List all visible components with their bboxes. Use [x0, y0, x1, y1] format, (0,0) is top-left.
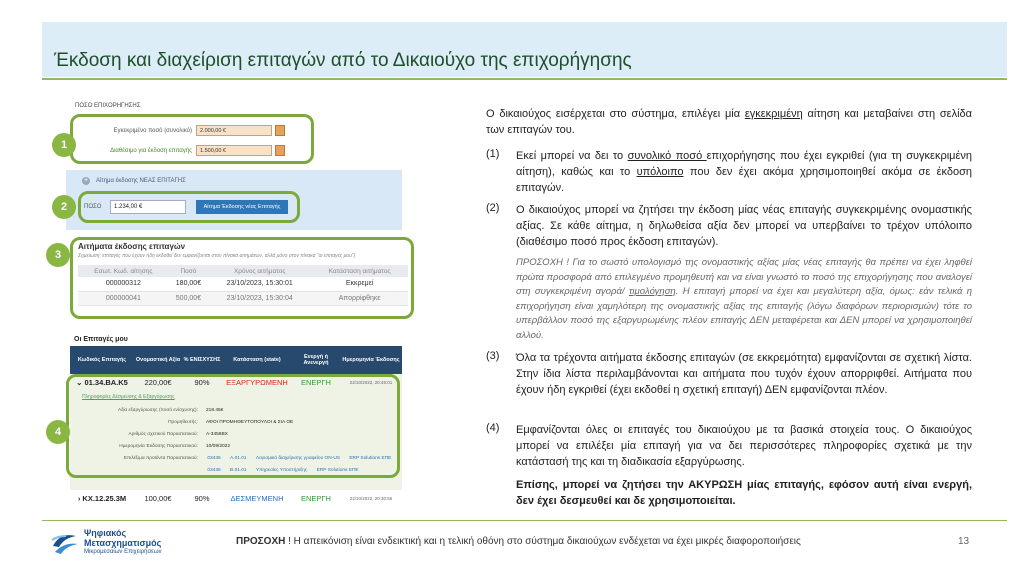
col-active: Ενεργή ή Ανενεργή [303, 353, 329, 366]
intro-text: Ο δικαιούχος εισέρχεται στο σύστημα, επιλέγει μία [486, 108, 745, 120]
footer-warning-text: ! Η απεικόνιση είναι ενδεικτική και η τελική οθόνη στο σύστημα δικαιούχων ενδέχεται να έχει μικρές διαφοροποιήσεις [285, 536, 801, 547]
p4-number: (4) [486, 422, 500, 434]
warning-note [516, 256, 972, 343]
p1-underlined: υπόλοιπο [636, 166, 684, 178]
logo-line-2: Μετασχηματισμός [84, 538, 162, 548]
paragraph-2: Ο δικαιούχος μπορεί να ζητήσει την έκδοση μίας νέας επιταγής συγκεκριμένης ονομαστικής αξίας. Σε κάθε αίτημα, η δηλωθείσα αξία δεν μπορεί να υπερβαίνει το τρέχον υπόλοιπο (διαθέσιμο ποσό προς έκδοση επιταγών). [516, 204, 972, 248]
note-text: ΠΡΟΣΟΧΗ ! Για το σωστό υπολογισμό της ονομαστικής αξίας μίας νέας επιταγής θα πρέπει να έχει ληφθεί πρώτα προσφορά από επιλεγμένο προμηθευτή και να είναι γνωστό το ποσό της επιχορήγησης που αναλογεί στη συγκεκριμένη αγορά/ [516, 257, 972, 297]
detail-key: Ημερομηνία Έκδοσης Παραστατικού: [119, 444, 198, 449]
product-category: A.01.01 [230, 456, 247, 461]
product-name[interactable]: Λογισμικό διαχείρισης γραφείου ON-US [255, 456, 340, 461]
approved-value-button[interactable] [275, 125, 285, 136]
col-issue-date: Ημερομηνία Έκδοσης [342, 356, 400, 363]
marker-1: 1 [52, 133, 76, 157]
chevron-right-icon[interactable]: › [77, 493, 83, 503]
request-time: 23/10/2023, 15:30:01 [208, 277, 311, 291]
detail-key: Αριθμός σχετικού Παραστατικού: [128, 432, 198, 437]
col-request-status: Κατάσταση αιτήματος [311, 265, 408, 277]
available-value-field: 1.500,00 € [196, 145, 272, 156]
grant-section-label: ΠΟΣΟ ΕΠΙΧΟΡΗΓΗΣΗΣ [75, 103, 141, 109]
paragraph-4: Εμφανίζονται όλες οι επιταγές του δικαιούχου με τα βασικά στοιχεία τους. Ο δικαιούχος μπορεί να επιλέξει μία επιταγή για να δει περισσότερες πληροφορίες σχετικά με την κατάστασή της και τη διαδικασία εξαργύρωσης. [516, 424, 972, 468]
product-code[interactable]: 03436 [207, 456, 221, 461]
voucher-code-text: 01.34.BA.K5 [84, 377, 128, 387]
voucher-active: ΕΝΕΡΓΗ [301, 377, 331, 387]
highlight-box-1 [70, 114, 314, 164]
amount-input[interactable]: 1.234,00 € [110, 200, 186, 214]
voucher-code [70, 494, 134, 503]
marker-2: 2 [52, 195, 76, 219]
new-request-label: Αίτημα έκδοσης ΝΕΑΣ ΕΠΙΤΑΓΗΣ [96, 178, 186, 184]
detail-key: Προμηθευτής: [168, 420, 198, 425]
intro-text: αίτηση και μεταβαίνει στη σελίδα των επιταγών του. [486, 108, 972, 136]
request-time: 23/10/2023, 15:30:04 [208, 291, 311, 305]
details-header: Πληροφορίες Δέσμευσης & Εξαργύρωσης [82, 394, 175, 400]
detail-value: 218.45€ [206, 408, 224, 413]
product-name[interactable]: Υπηρεσίες Υποστήριξης [255, 468, 308, 473]
voucher-date: 22/10/2022, 20:30:55 [349, 495, 393, 501]
p1-text: που δεν έχει ακόμα χρησιμοποιηθεί ακόμα σε έκδοση επιταγών. [516, 166, 972, 194]
voucher-row-2[interactable] [70, 490, 402, 506]
available-label: Διαθέσιμο για έκδοση επιταγής [110, 148, 192, 154]
request-status: Απορρίφθηκε [311, 291, 408, 305]
page-number: 13 [958, 536, 970, 547]
detail-value: 10/09/2022 [206, 444, 231, 449]
requests-note: Σημείωση: επιταγές που έχουν ήδη εκδοθεί δεν εμφανίζονται στον πίνακα αιτημάτων, αλλά μόνο στον πίνακα "οι επιταγές μου") [78, 253, 356, 259]
chevron-down-icon[interactable]: ⌄ [76, 377, 85, 387]
p1-text: επιχορήγησης που έχει εγκριθεί (για τη συγκεκριμένη αίτηση), καθώς και το [516, 150, 973, 178]
logo-swirl-icon [50, 528, 80, 558]
voucher-pct: 90% [194, 493, 210, 503]
marker-4: 4 [46, 420, 70, 444]
approved-value-field: 2.000,00 € [196, 125, 272, 136]
p3-number: (3) [486, 350, 500, 362]
title-band [42, 22, 1007, 77]
request-new-voucher-button[interactable]: Αίτημα Έκδοσης νέας Επιταγής [196, 200, 288, 214]
voucher-value: 220,00€ [144, 377, 172, 387]
voucher-value: 100,00€ [144, 493, 172, 503]
voucher-pct: 90% [194, 377, 210, 387]
footer-disclaimer [236, 536, 801, 547]
footer-warning-bold: ΠΡΟΣΟΧΗ [236, 536, 286, 547]
col-percent: % ΕΝΙΣΧΥΣΗΣ [183, 356, 221, 363]
paragraph-1 [516, 148, 972, 196]
table-row[interactable] [78, 277, 408, 291]
note-text: . Η επιταγή μπορεί να έχει και μεγαλύτερη αξία, όμως: εάν τελικά η επιχορήγηση είναι χαμηλότερη της ονομαστικής αξίας της επιταγής (λόγω διαφόρων περιορισμών) τότε το υπερβάλλον ποσό της εξαργυρωμένης πλέον επιταγής ΔΕΝ μεταφέρεται και ΔΕΝ μπορεί να χρησιμοποιηθεί αλλού. [516, 286, 972, 341]
detail-value: ΑΦΟΙ ΠΡΟΜΗΘΕΥΤΟΠΟΥΛΟΙ & ΣΙΑ ΟΕ [206, 420, 294, 425]
request-status: Εκκρεμεί [311, 277, 408, 291]
product-category: B.01.01 [230, 468, 247, 473]
note-underlined: τιμολόγηση [628, 286, 676, 297]
approved-label: Εγκεκριμένο ποσό (συνολικό) [113, 128, 192, 134]
title-divider [42, 78, 1007, 80]
col-voucher-code: Κωδικός Επιταγής [77, 356, 127, 363]
detail-value: A-3456BX [206, 432, 228, 437]
col-amount: Ποσό [169, 265, 208, 277]
voucher-state: ΕΞΑΡΓΥΡΩΜΕΝΗ [226, 377, 288, 387]
intro-paragraph [486, 106, 972, 138]
voucher-date: 22/10/2022, 20:45:01 [349, 379, 393, 385]
col-face-value: Ονομαστική Αξία [135, 356, 181, 363]
request-amount: 500,00€ [169, 291, 208, 305]
table-row[interactable] [78, 291, 408, 305]
paragraph-3: Όλα τα τρέχοντα αιτήματα έκδοσης επιταγών (σε εκκρεμότητα) εμφανίζονται σε σχετική λίστα. Στην ίδια λίστα περιλαμβάνονται και αιτήματα που τυχόν έχουν απορριφθεί. Αιτήματα που έχουν ήδη εγκριθεί (έχει εκδοθεί η σχετική επιταγή) ΔΕΝ εμφανίζονται πλέον. [516, 352, 972, 396]
highlight-box-4 [66, 374, 400, 478]
intro-underlined: εγκεκριμένη [744, 108, 803, 120]
page-title: Έκδοση και διαχείριση επιταγών από το Δικαιούχο της επιχορήγησης [54, 50, 632, 71]
requests-title: Αιτήματα έκδοσης επιταγών [78, 242, 186, 251]
col-state: Κατάσταση (state) [233, 356, 281, 363]
logo-subtitle: Μικρομεσαίων Επιχειρήσεων [84, 549, 162, 555]
product-supplier: ERP Solutions ΕΠΕ [349, 456, 392, 461]
col-request-time: Χρόνος αιτήματος [208, 265, 311, 277]
detail-key: Αξία εξαργύρωσης (ποσό ενίσχυσης): [118, 408, 198, 413]
logo-text [84, 528, 161, 548]
footer-divider [42, 520, 1007, 521]
vouchers-title: Οι Επιταγές μου [74, 336, 128, 343]
voucher-code-text: KX.12.25.3M [82, 493, 127, 503]
detail-key: Επιλέξιμα προϊόντα Παραστατικού: [123, 456, 198, 461]
product-supplier: ERP Solutions ΕΠΕ [316, 468, 359, 473]
p2-number: (2) [486, 202, 500, 214]
p1-text: Εκεί μπορεί να δει το [516, 150, 628, 162]
vouchers-header [70, 346, 402, 374]
plus-icon[interactable]: + [83, 177, 89, 184]
col-request-code: Εσωτ. Κωδ. αίτησης [78, 265, 169, 277]
amount-label: ΠΟΣΟ [84, 204, 102, 210]
closing-paragraph: Επίσης, μπορεί να ζητήσει την ΑΚΥΡΩΣΗ μίας επιταγής, εφόσον αυτή είναι ενεργή, δεν έχει δεσμευθεί και δε χρησιμοποιείται. [516, 479, 972, 507]
requests-table [78, 265, 408, 306]
logo-line-1: Ψηφιακός [84, 528, 127, 538]
request-amount: 180,00€ [169, 277, 208, 291]
p1-number: (1) [486, 148, 500, 160]
voucher-state: ΔΕΣΜΕΥΜΕΝΗ [230, 493, 284, 503]
request-code: 000000312 [78, 277, 169, 291]
highlight-box-2 [78, 191, 300, 223]
voucher-active: ΕΝΕΡΓΗ [301, 493, 331, 503]
product-code[interactable]: 03436 [207, 468, 221, 473]
available-value-button[interactable] [275, 145, 285, 156]
request-code: 000000041 [78, 291, 169, 305]
p1-underlined: συνολικό ποσό [627, 150, 707, 162]
marker-3: 3 [46, 243, 70, 267]
